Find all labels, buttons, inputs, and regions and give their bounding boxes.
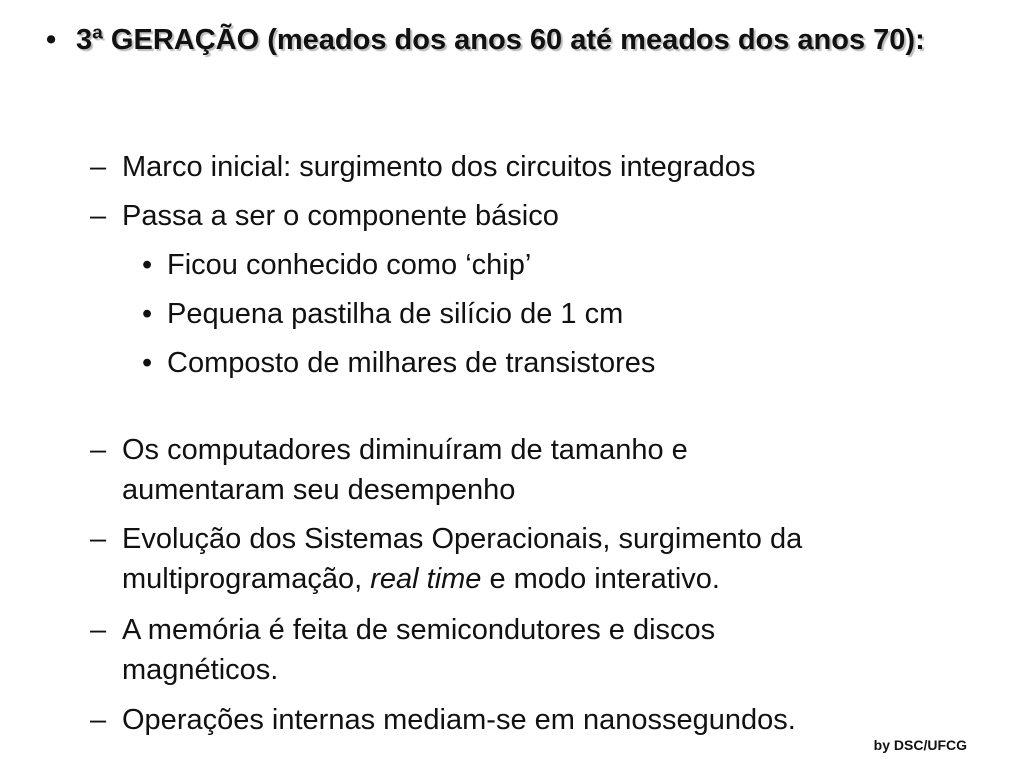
list-item-text <box>122 519 942 599</box>
list-item-text: Passa a ser o componente básico <box>122 200 559 232</box>
dash-marker: – <box>90 614 107 646</box>
text-before: Evolução dos Sistemas Operacionais, surgimento da multiprogramação, <box>122 523 803 595</box>
footer-credit: by DSC/UFCG <box>873 737 967 753</box>
list-item-text: Marco inicial: surgimento dos circuitos integrados <box>122 151 756 183</box>
bullet-marker: • <box>142 347 153 379</box>
list-item-text: Operações internas mediam-se em nanossegundos. <box>122 704 796 736</box>
list-item-text: Composto de milhares de transistores <box>167 347 656 379</box>
bullet-marker: • <box>142 298 153 330</box>
heading-text: 3ª GERAÇÃO (meados dos anos 60 até meados dos anos 70): <box>76 24 925 56</box>
italic-term: real time <box>370 563 482 595</box>
text-after: e modo interativo. <box>481 563 720 595</box>
list-item-text: Ficou conhecido como ‘chip’ <box>167 249 532 281</box>
bullet-marker: • <box>142 249 153 281</box>
dash-marker: – <box>90 704 107 736</box>
dash-marker: – <box>90 151 107 183</box>
dash-marker: – <box>90 523 107 555</box>
list-item-text: Os computadores diminuíram de tamanho e aumentaram seu desempenho <box>122 434 688 506</box>
list-item-text: A memória é feita de semicondutores e discos magnéticos. <box>122 614 716 686</box>
dash-marker: – <box>90 200 107 232</box>
dash-marker: – <box>90 434 107 466</box>
list-item-text: Pequena pastilha de silício de 1 cm <box>167 298 624 330</box>
heading-bullet: • <box>46 24 57 56</box>
